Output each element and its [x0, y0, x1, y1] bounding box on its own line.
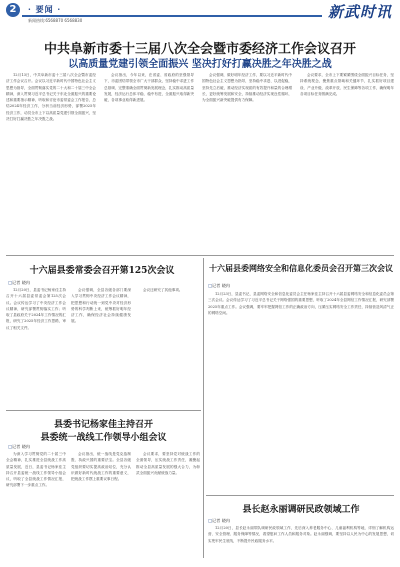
divider [206, 495, 394, 496]
article-column: 12月20日，县委书记杨家佳主持召开十六届县委常委会第125次会议。会议传达学习了中央经济工作会议精神，研究部署贯彻落实工作；听取了县政府关于2024年工作情况的汇报，研究了2025年经济工作思路，审议了相关文件。 [6, 288, 66, 330]
lead-subheadline: 以高质量党建引领全面振兴 坚决打好打赢决胜之年决胜之战 [68, 59, 332, 70]
article-body: 12月20日，县长赵永丽带队调研民政领域工作，先后深入养老服务中心、儿童福利机构等地，详细了解机构运营、安全管理、服务保障等情况，看望慰问工作人员和服务对象。赵永丽强调，要坚持以人民为中心的发展思想，切实兜牢民生底线，不断提升民政服务水平。 [208, 526, 394, 543]
column-divider [203, 258, 204, 558]
lead-column-3: 会议强调，做好明年经济工作，要以习近平新时代中国特色社会主义思想为指导，坚持稳中求进、以进促稳，坚持先立后破，推动经济实现质的有效提升和量的合理增长，更好统筹发展和安全，持续推动经济实现良性循环，为全面振兴新突破提供有力保障。 [202, 73, 292, 103]
article-title-united-front: 县委书记杨家佳主持召开 [53, 420, 153, 430]
header-rule [22, 15, 322, 17]
article-title-cyber-committee: 十六届县委网络安全和信息化委员会召开第三次会议 [209, 263, 393, 273]
article-title-united-front-line2: 县委统一战线工作领导小组会议 [40, 433, 167, 443]
article-title-civil-affairs: 县长赵永丽调研民政领域工作 [242, 505, 360, 515]
article-column: 会议要求，要坚持党对统战工作的全面领导，压实统战工作责任，凝聚起推动全县高质量发展的强大合力，为彰武全面振兴贡献统战力量。 [136, 452, 200, 475]
lead-headline: 中共阜新市委十三届八次全会暨市委经济工作会议召开 [43, 42, 356, 57]
masthead: 新武时讯 [327, 3, 392, 21]
lead-column-2: 会议指出，今年以来，在省委、省政府的坚强领导下，市委团结带领全市广大干部群众，坚持稳中求进工作总基调，完整准确全面贯彻新发展理念，扎实推动高质量发展，经济运行总体平稳、稳中有进，全面振兴取得新突破，各项事业取得新进展。 [104, 73, 194, 103]
article-column: 会议强调，全县各级各部门要深入学习贯彻中央经济工作会议精神，把思想和行动统一到党中央对经济形势的科学判断上来，统筹抓好明年经济工作，确保经济社会持续健康发展。 [71, 288, 131, 324]
article-title-standing-committee: 十六届县委常委会召开第125次会议 [29, 266, 175, 276]
page-header [0, 0, 400, 27]
article-body: 12月23日，县委书记、县委网络安全和信息化委员会主任杨家佳主持召开十六届县委网络安全和信息化委员会第三次会议。会议传达学习了习近平总书记关于网络强国的重要思想，听取了2024年全县网信工作情况汇报，研究部署2025年重点工作。会议强调，要牢牢把握网信工作的正确政治方向，压紧压实网络安全工作责任，持续营造风清气正的网络空间。 [208, 292, 394, 315]
page-number: 2 [6, 3, 20, 17]
byline: □记者 晓冉 [8, 280, 31, 285]
article-column: 会议还研究了其他事项。 [143, 288, 183, 292]
article-column: 会议指出，统一战线是党克敌制胜、执政兴国的重要法宝。全县各级党组织要切实提高政治站位，充分认识做好新时代统战工作的重要意义，把统战工作摆上重要议事日程。 [71, 452, 131, 482]
article-column: 为深入学习贯彻党的二十届三中全会精神，扎实推进全县统战工作高质量发展，近日，县委书记杨家佳主持召开县委统一战线工作领导小组会议，听取了全县统战工作情况汇报，研究部署下一步重点工作。 [6, 452, 66, 488]
byline: □记者 晓冉 [8, 444, 31, 449]
byline: □记者 晓冉 [208, 518, 231, 523]
byline: □记者 晓冉 [208, 283, 231, 288]
divider [6, 410, 201, 411]
section-label: · 要闻 · [28, 4, 62, 14]
lead-column-1: 12月13日，中共阜新市委十三届八次全会暨市委经济工作会议召开。会议以习近平新时代中国特色社会主义思想为指导，全面贯彻落实党的二十大和二十届三中全会精神，深入贯彻习近平总书记关于东北全面振兴的重要论述和重要指示精神，听取和讨论市委常委会工作报告，总结2024年经济工作，分析当前经济形势，部署2025年经济工作，动员全市上下以高质量党建引领全面振兴，坚决打好打赢决胜之年决胜之战。 [6, 73, 96, 122]
lead-column-4: 会议要求，全市上下要紧紧围绕全面振兴目标任务，坚持系统观念，聚焦重点领域和关键环节，扎实抓好项目建设、产业升级、改革开放、民生保障等各项工作，确保明年各项目标任务圆满完成。 [300, 73, 394, 96]
edition-line: 新闻热线:6568870 6568830 [28, 18, 83, 23]
divider [6, 255, 394, 256]
